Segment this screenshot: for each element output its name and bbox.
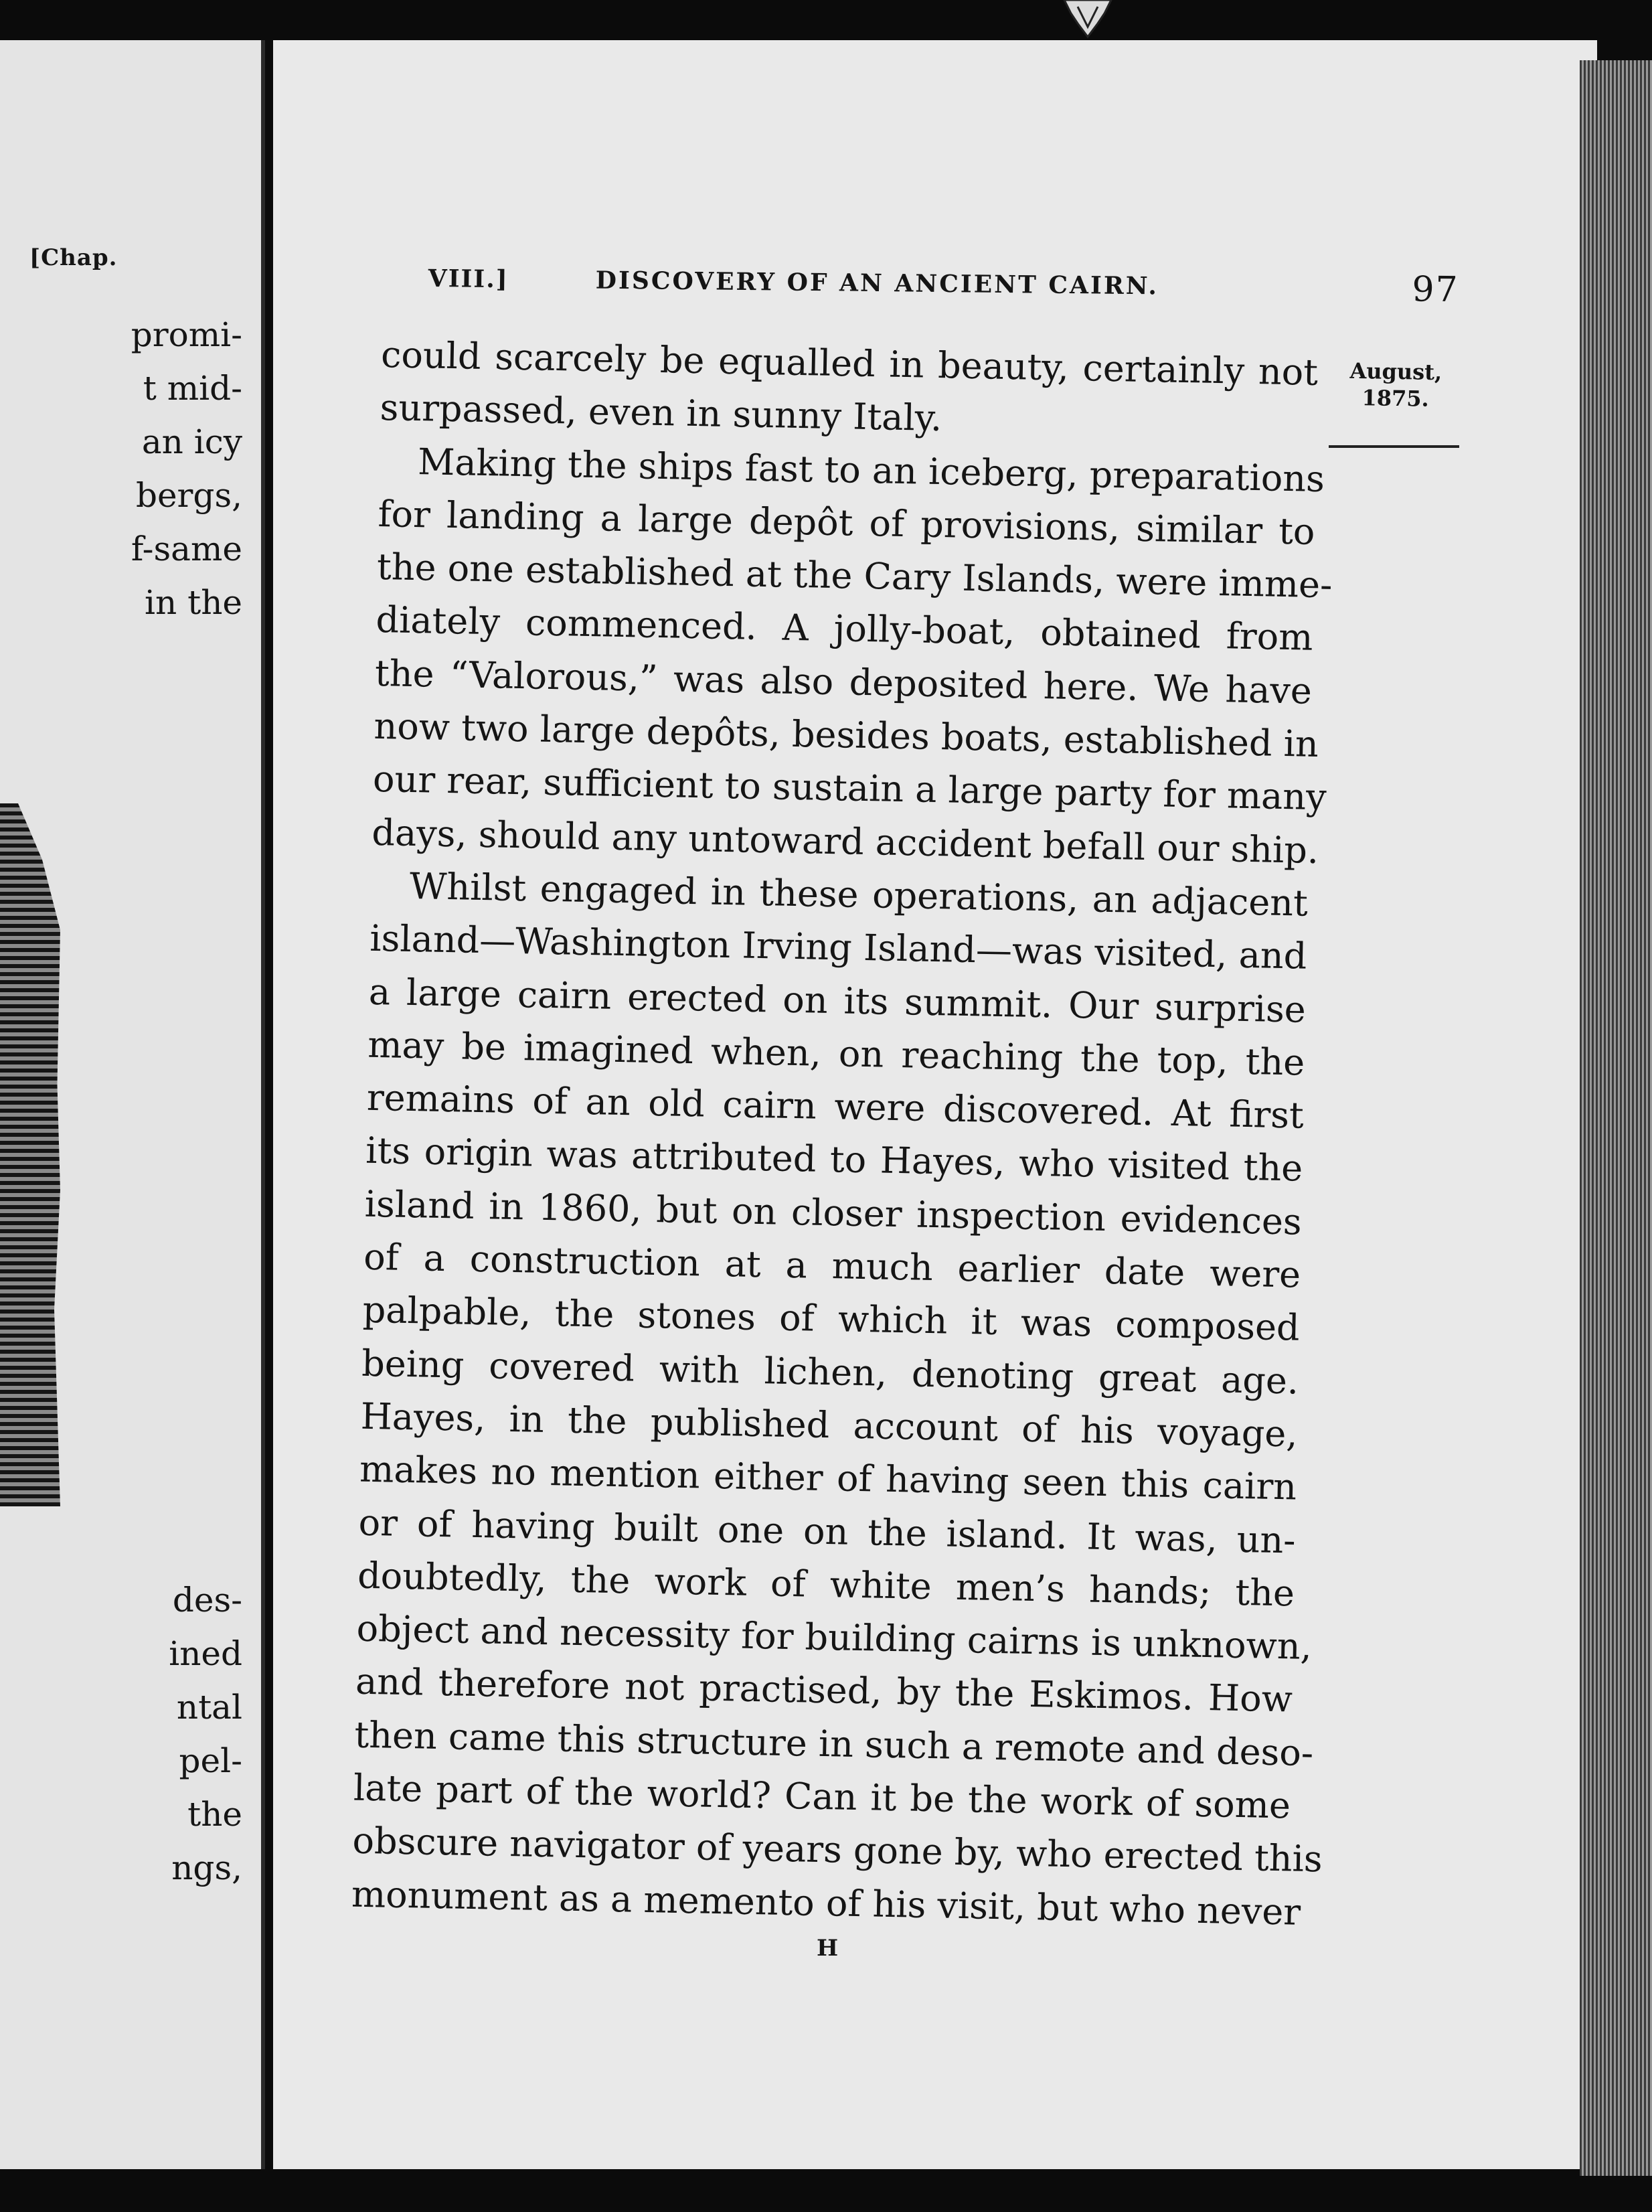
text-line: a large cairn erected on its summit. Our surprise bbox=[368, 970, 1307, 1031]
text-line: its origin was attributed to Hayes, who visited the bbox=[365, 1129, 1303, 1190]
text-line: may be imagined when, on reaching the top, the bbox=[367, 1023, 1305, 1084]
text-line: the one established at the Cary Islands, were imme- bbox=[376, 546, 1333, 607]
text-line: surpassed, even in sunny Italy. bbox=[380, 386, 942, 440]
signature-mark: H bbox=[817, 1935, 839, 1962]
left-page bbox=[0, 40, 265, 2169]
left-fragment: bergs, bbox=[135, 476, 242, 515]
marginal-year: 1875. bbox=[1361, 385, 1430, 412]
text-line: obscure navigator of years gone by, who erected this bbox=[352, 1819, 1323, 1881]
text-line: for landing a large depôt of provisions, similar to bbox=[378, 492, 1316, 553]
left-fragment: an icy bbox=[141, 422, 242, 461]
running-head-title: DISCOVERY OF AN ANCIENT CAIRN. bbox=[595, 266, 1159, 301]
left-fragment: the bbox=[187, 1795, 242, 1834]
left-running-head: [Chap. bbox=[29, 244, 118, 271]
text-line: Hayes, in the published account of his voyage, bbox=[360, 1395, 1299, 1455]
chapter-label: VIII.] bbox=[428, 264, 509, 294]
text-line: could scarcely be equalled in beauty, certainly not bbox=[380, 333, 1319, 394]
text-line: our rear, sufficient to sustain a large party for many bbox=[372, 758, 1327, 819]
text-line: now two large depôts, besides boats, established in bbox=[373, 704, 1319, 766]
page-edges bbox=[1580, 60, 1652, 2176]
text-line: palpable, the stones of which it was composed bbox=[362, 1289, 1301, 1349]
text-line: being covered with lichen, denoting great age. bbox=[361, 1342, 1299, 1403]
left-page-text-bottom bbox=[169, 1573, 242, 1895]
text-line: makes no mention either of having seen this cairn bbox=[359, 1447, 1297, 1508]
left-fragment: promi- bbox=[131, 315, 242, 354]
text-line: days, should any untoward accident befall our ship. bbox=[371, 811, 1319, 872]
engraving-illustration bbox=[0, 803, 60, 1506]
text-line: or of having built one on the island. It was, un- bbox=[358, 1501, 1297, 1562]
left-fragment: f-same bbox=[131, 530, 242, 568]
text-line: island—Washington Irving Island—was visited, and bbox=[369, 917, 1307, 977]
left-fragment: t mid- bbox=[143, 369, 242, 408]
left-fragment: ntal bbox=[176, 1688, 242, 1727]
text-line: the “Valorous,” was also deposited here. We have bbox=[374, 651, 1313, 712]
text-line: island in 1860, but on closer inspection evidences bbox=[364, 1182, 1303, 1243]
text-line: Whilst engaged in these operations, an adjacent bbox=[409, 864, 1309, 925]
left-fragment: in the bbox=[145, 583, 242, 622]
text-line: and therefore not practised, by the Eskimos. How bbox=[355, 1660, 1293, 1721]
page-number: 97 bbox=[1412, 269, 1459, 311]
marginal-rule bbox=[1329, 445, 1459, 448]
body-text bbox=[351, 328, 1333, 1938]
left-fragment: ngs, bbox=[171, 1848, 242, 1887]
left-fragment: ined bbox=[169, 1634, 242, 1673]
text-line: of a construction at a much earlier date were bbox=[363, 1235, 1301, 1296]
marginal-date-note bbox=[1331, 357, 1459, 412]
text-line: monument as a memento of his visit, but who never bbox=[351, 1873, 1301, 1933]
text-line: diately commenced. A jolly-boat, obtained from bbox=[376, 599, 1313, 659]
marginal-month: August, bbox=[1349, 358, 1442, 386]
text-line: doubtedly, the work of white men’s hands; the bbox=[357, 1554, 1295, 1615]
left-page-text-top bbox=[131, 308, 242, 629]
text-line: remains of an old cairn were discovered. At first bbox=[366, 1076, 1305, 1137]
text-line: Making the ships fast to an iceberg, preparations bbox=[417, 440, 1325, 500]
text-line: late part of the world? Can it be the work of some bbox=[353, 1766, 1291, 1827]
text-line: object and necessity for building cairns is unknown, bbox=[356, 1607, 1313, 1668]
ornament-icon bbox=[1058, 0, 1118, 40]
left-fragment: pel- bbox=[179, 1741, 242, 1780]
text-line: then came this structure in such a remote and deso- bbox=[354, 1713, 1314, 1774]
left-fragment: des- bbox=[172, 1581, 242, 1620]
